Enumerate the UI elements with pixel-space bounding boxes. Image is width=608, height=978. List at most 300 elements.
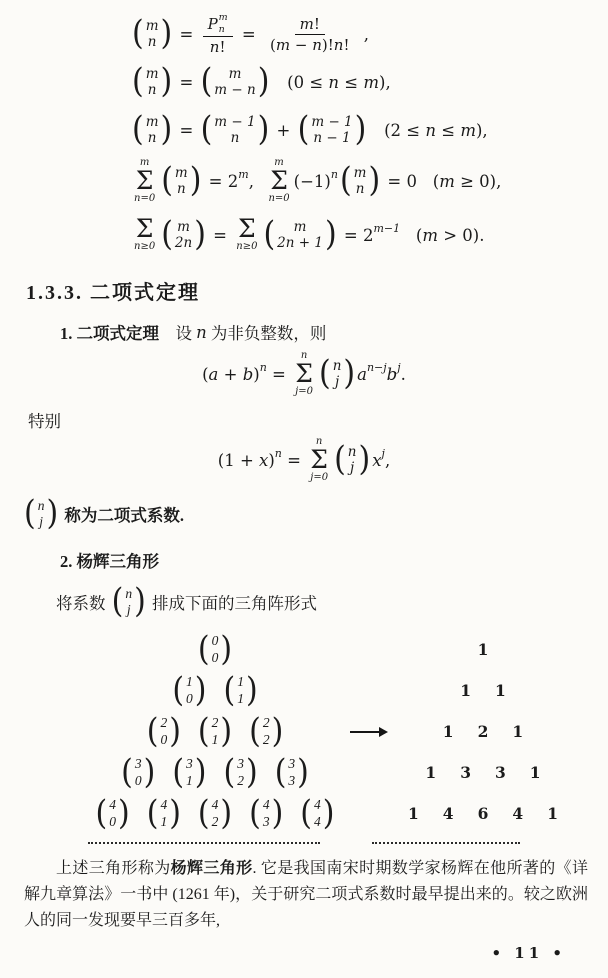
left-paren: ( (161, 160, 173, 201)
right-paren: ) (220, 629, 233, 669)
binomial-bottom: 0 (211, 649, 219, 665)
math-variable: n (328, 72, 340, 92)
binomial-top: m − 1 (311, 113, 353, 130)
letter-with-scripts (208, 12, 228, 36)
history-paragraph (24, 856, 588, 934)
math-text: = (174, 120, 199, 140)
math-text: ( (270, 35, 276, 54)
math-variable: a (208, 364, 219, 384)
summation (295, 350, 313, 399)
math-text: > 0). (437, 225, 485, 245)
number-triangle-row (390, 793, 576, 834)
math-text: ! (343, 35, 350, 54)
binomial-entries (173, 165, 190, 197)
pascal-number: 1 (425, 763, 437, 782)
sum-upper-limit: m (274, 156, 284, 168)
binomial-entries (212, 66, 257, 98)
math-variable: a (357, 364, 367, 384)
binomial-entries (286, 756, 297, 788)
fraction (265, 15, 354, 54)
binomial-coefficient (200, 109, 270, 150)
math-variable: m (299, 14, 314, 33)
left-paren: ( (132, 61, 144, 102)
history-bold-term: 杨辉三角形 (170, 860, 253, 877)
binomial-top: 4 (211, 797, 219, 813)
math-text: = 0 ( (382, 171, 440, 191)
numerator (295, 15, 325, 35)
binomial-bottom: n (147, 82, 157, 98)
binomial-top: 3 (186, 756, 193, 772)
left-paren: ( (223, 670, 236, 710)
left-paren: ( (263, 214, 276, 255)
summation (134, 157, 155, 206)
bold-text: 1. 二项式定理 (60, 324, 159, 343)
binomial-top: n (125, 585, 133, 601)
left-paren: ( (95, 793, 108, 833)
math-text: ( (400, 225, 423, 245)
math-text: = (174, 72, 199, 92)
binom-triangle-row (84, 711, 346, 752)
binomial-coefficient (200, 61, 270, 102)
binomial-bottom: n (355, 181, 365, 197)
right-paren: ) (322, 793, 335, 833)
right-paren: ) (169, 793, 181, 833)
dotted-separator-gap (320, 842, 372, 844)
binomial-top: n (37, 497, 45, 513)
binomial-entries (158, 715, 169, 747)
pascal-number: 4 (512, 804, 524, 823)
math-text: = (207, 225, 233, 245)
left-paren: ( (161, 214, 173, 255)
binomial-bottom: 1 (160, 813, 168, 829)
number-triangle-row (390, 629, 576, 670)
left-paren: ( (197, 711, 210, 751)
binomial-entries (184, 674, 195, 706)
right-paren: ) (358, 439, 371, 480)
binomial-coefficient (197, 711, 233, 751)
pascal-number: 3 (495, 763, 506, 782)
history-pre: 上述三角形称为 (56, 860, 171, 877)
binomial-coefficient (223, 670, 258, 710)
binomial-entries (261, 797, 272, 829)
subsection-1-intro-line (0, 317, 608, 347)
binomial-bottom: 2n (174, 235, 193, 251)
formula-symmetry (0, 58, 608, 106)
binomial-top: 4 (314, 797, 321, 813)
right-paren: ) (46, 493, 59, 534)
binomial-entries (261, 715, 272, 747)
binomial-top: 4 (262, 797, 270, 813)
sum-lower-limit: n=0 (268, 192, 290, 204)
sum-upper-limit: n (300, 349, 308, 361)
pascal-number: 1 (477, 640, 489, 659)
right-paren: ) (324, 214, 337, 255)
right-paren: ) (134, 581, 146, 622)
binomial-entries (144, 66, 161, 98)
formula-sum-identities (0, 154, 608, 208)
binomial-bottom: 1 (211, 731, 219, 747)
binomial-entries (144, 114, 161, 146)
binomial-coefficient (172, 752, 207, 792)
left-paren: ( (24, 493, 36, 534)
pascal-number: 2 (477, 722, 489, 741)
right-paren: ) (189, 160, 202, 201)
math-text: ≤ (436, 120, 461, 140)
left-paren: ( (121, 752, 133, 792)
formula-even-odd-sums (0, 208, 608, 262)
right-paren: ) (354, 109, 367, 150)
left-paren: ( (197, 629, 210, 669)
math-variable: n (425, 120, 437, 140)
math-variable: m (460, 120, 476, 140)
binomial-entries (210, 797, 221, 829)
math-variable: x (259, 450, 269, 470)
left-paren: ( (249, 793, 261, 833)
right-paren: ) (368, 160, 381, 201)
triangle-gap (346, 670, 390, 711)
left-paren: ( (297, 109, 310, 150)
binomial-bottom: j (126, 602, 131, 617)
right-paren: ) (160, 13, 173, 54)
superscript: j (397, 360, 401, 374)
denominator (205, 37, 231, 56)
binomial-bottom: j (334, 374, 340, 390)
summation (268, 157, 289, 206)
left-paren: ( (300, 793, 312, 833)
sum-lower-limit: j=0 (295, 385, 313, 397)
binomial-top: 0 (211, 633, 219, 649)
binomial-top: 2 (262, 715, 270, 731)
binomial-top: n (332, 357, 342, 374)
binomial-top: 4 (109, 797, 116, 813)
right-paren: ) (220, 711, 233, 751)
summation (236, 213, 258, 253)
superscript: n (259, 360, 267, 374)
binomial-bottom: 2 (237, 772, 244, 788)
binomial-coefficient (172, 670, 207, 710)
math-text: , (358, 24, 369, 44)
page-number: • 11 • (491, 943, 566, 962)
right-paren: ) (245, 752, 258, 792)
math-text: , (248, 171, 265, 191)
right-paren: ) (160, 109, 173, 150)
binomial-entries (36, 498, 47, 530)
math-variable: m (439, 171, 455, 191)
binomial-top: m (228, 65, 242, 82)
left-paren: ( (200, 109, 213, 150)
binomial-entries (210, 715, 221, 747)
math-variable: b (242, 364, 254, 384)
pascal-number: 6 (477, 804, 489, 823)
binomial-bottom: 3 (262, 813, 270, 829)
binomial-coefficient (334, 439, 371, 480)
sigma-symbol: Σ (238, 213, 256, 243)
math-text: = (266, 364, 292, 384)
formula-pascal-recurrence (0, 106, 608, 154)
binomial-coefficient (161, 214, 206, 255)
binomial-coefficient (300, 793, 335, 833)
superscript: n−j (366, 360, 387, 374)
binomial-coefficient (274, 752, 309, 792)
binomial-entries (352, 165, 369, 197)
binomial-bottom: 2 (262, 731, 270, 747)
binomial-bottom: 1 (186, 772, 193, 788)
binomial-top: m (293, 218, 307, 235)
binomial-coefficient (223, 752, 258, 792)
triangle-gap (346, 629, 390, 670)
left-paren: ( (111, 581, 124, 622)
math-text: = (174, 24, 199, 44)
left-paren: ( (200, 61, 213, 102)
binomial-top: 3 (237, 756, 244, 772)
left-paren: ( (339, 160, 352, 201)
summation (310, 436, 328, 485)
math-variable: m (363, 72, 380, 92)
binomial-top: m (177, 218, 190, 235)
pascal-number: 1 (408, 804, 419, 823)
sigma-symbol: Σ (310, 445, 328, 475)
math-text: ( (202, 364, 209, 384)
binomial-entries (312, 797, 323, 829)
math-text: , (384, 450, 391, 470)
math-text: 将系数 (56, 594, 110, 613)
binom-triangle-row (84, 670, 346, 711)
binomial-entries (144, 18, 161, 50)
right-paren: ) (297, 752, 309, 792)
binomial-bottom: 0 (160, 731, 168, 747)
binomial-bottom: n (147, 34, 157, 50)
ellipsis-row (88, 842, 608, 844)
formula-binomial-definition (0, 10, 608, 58)
left-paren: ( (318, 353, 331, 394)
right-paren: ) (245, 670, 258, 710)
section-heading: 1.3.3. 二项式定理 (26, 282, 200, 304)
superscript: m−1 (373, 221, 401, 235)
binom-triangle-row (84, 629, 346, 670)
dotted-separator-right (372, 842, 520, 844)
binomial-bottom: 0 (109, 813, 116, 829)
left-paren: ( (146, 711, 159, 751)
binomial-bottom: 1 (237, 690, 244, 706)
arrange-coefficients-line (0, 579, 608, 625)
number-triangle-row (390, 752, 576, 793)
right-paren: ) (343, 353, 356, 394)
superscript: m (238, 167, 249, 181)
sum-lower-limit: n=0 (134, 192, 156, 204)
sigma-symbol: Σ (295, 359, 313, 389)
math-text: − (290, 35, 313, 54)
math-text: ! (313, 14, 320, 33)
binomial-coefficient (161, 160, 202, 201)
pascal-number: 1 (512, 722, 524, 741)
pascal-number: 1 (547, 804, 558, 823)
binomial-coefficient (249, 711, 284, 751)
right-paren: ) (194, 670, 207, 710)
sum-lower-limit: n≥0 (134, 240, 156, 252)
math-variable: b (386, 364, 398, 384)
binomial-coefficient (111, 581, 146, 622)
binomial-coefficient (339, 160, 381, 201)
binomial-entries (346, 444, 359, 476)
binomial-bottom: n (230, 130, 240, 146)
math-variable: n (333, 35, 344, 54)
triangle-gap (346, 752, 390, 793)
number-triangle-row (390, 711, 576, 752)
binomial-entries (107, 797, 118, 829)
math-text: ≤ (339, 72, 364, 92)
right-paren: ) (194, 752, 207, 792)
binomial-coefficient (24, 493, 59, 534)
subsection-2-heading: 2. 杨辉三角形 (60, 552, 159, 571)
math-text: 为非负整数，则 (206, 324, 327, 343)
binomial-bottom: j (39, 514, 43, 529)
left-paren: ( (223, 752, 236, 792)
left-paren: ( (146, 793, 159, 833)
binomial-coefficient (132, 13, 173, 54)
script-sup: m (218, 11, 228, 23)
special-case-label: 特别 (28, 412, 61, 431)
bold-text: 称为二项式系数. (60, 506, 184, 525)
binomial-entries (173, 219, 194, 251)
binomial-bottom: 0 (134, 772, 142, 788)
binomial-coefficient (318, 353, 356, 394)
math-text: (−1) (293, 171, 331, 191)
math-text: ≥ 0), (454, 171, 502, 191)
pascal-number: 1 (442, 722, 454, 741)
binomial-bottom: 2 (211, 813, 219, 829)
right-paren: ) (257, 61, 270, 102)
binomial-coefficient (197, 629, 233, 669)
binom-triangle-row (84, 752, 346, 793)
binom-triangle-row (84, 793, 346, 834)
binomial-bottom: n (147, 130, 157, 146)
binomial-bottom: 2n + 1 (277, 235, 323, 251)
binomial-top: 3 (288, 756, 296, 772)
binomial-coefficient (197, 793, 233, 833)
maps-to-arrow-icon (350, 731, 386, 733)
math-text: ) (253, 364, 260, 384)
binomial-entries (123, 586, 134, 618)
math-text: (0 ≤ (271, 72, 329, 92)
math-text: 排成下面的三角阵形式 (147, 594, 317, 613)
binomial-top: 1 (186, 674, 193, 690)
math-text: ), (476, 120, 488, 140)
denominator (265, 35, 354, 54)
math-variable: m (422, 225, 438, 245)
triangle-gap (346, 711, 390, 752)
right-paren: ) (160, 61, 173, 102)
math-text: . (400, 364, 406, 384)
math-text: = (281, 450, 307, 470)
sigma-symbol: Σ (135, 166, 154, 196)
dotted-separator-left (88, 842, 320, 844)
right-paren: ) (194, 214, 206, 255)
binomial-coefficient (132, 109, 173, 150)
sigma-symbol: Σ (135, 213, 154, 243)
formula-binomial-theorem (0, 347, 608, 401)
math-text: + (271, 120, 296, 140)
left-paren: ( (132, 109, 144, 150)
numerator (203, 12, 233, 38)
number-triangle-row (390, 670, 576, 711)
combinatorial-identities (0, 0, 608, 262)
binomial-top: m (174, 164, 188, 181)
sum-lower-limit: n≥0 (236, 240, 258, 252)
binomial-entries (275, 219, 325, 251)
binomial-entries (309, 114, 354, 146)
sum-upper-limit: m (139, 156, 150, 168)
script-sub: n (218, 23, 225, 35)
right-paren: ) (143, 752, 156, 792)
binomial-coefficient (121, 752, 156, 792)
left-paren: ( (172, 670, 185, 710)
left-paren: ( (274, 752, 287, 792)
left-paren: ( (249, 711, 261, 751)
math-text: = 2 (338, 225, 374, 245)
binomial-entries (158, 797, 169, 829)
pascal-number: 3 (460, 763, 471, 782)
binomial-coefficient (132, 61, 173, 102)
math-text: + (218, 364, 243, 384)
binomial-coefficient (146, 711, 181, 751)
binomial-bottom: n − 1 (313, 130, 351, 146)
binomial-top: m (145, 17, 159, 34)
binomial-top: 2 (160, 715, 168, 731)
binomial-coefficient-note (0, 491, 608, 537)
math-text: (2 ≤ (368, 120, 426, 140)
binomial-bottom: 0 (186, 690, 193, 706)
left-paren: ( (172, 752, 185, 792)
superscript: j (381, 446, 385, 460)
superscript: n (330, 167, 338, 181)
pascal-number: 4 (442, 804, 454, 823)
binomial-top: 3 (134, 756, 142, 772)
binomial-entries (210, 633, 221, 665)
math-text: ! (219, 38, 226, 57)
binomial-top: n (347, 443, 357, 460)
scripts (219, 12, 228, 36)
binomial-top: 4 (160, 797, 168, 813)
math-variable: m (275, 35, 291, 54)
binomial-entries (331, 358, 344, 390)
triangle-gap (346, 793, 390, 834)
binomial-top: m (145, 65, 159, 82)
math-text: = 2 (203, 171, 239, 191)
binomial-bottom: 3 (288, 772, 296, 788)
binomial-entries (235, 674, 246, 706)
base-letter: P (207, 14, 218, 33)
binomial-bottom: m − n (214, 82, 256, 98)
binomial-coefficient (95, 793, 130, 833)
binomial-top: m − 1 (214, 113, 256, 130)
binomial-top: m (145, 113, 159, 130)
binomial-entries (133, 756, 144, 788)
pascal-number: 1 (495, 681, 506, 700)
summation (134, 213, 156, 253)
binomial-entries (184, 756, 195, 788)
math-text: ), (379, 72, 391, 92)
right-paren: ) (257, 109, 270, 150)
math-variable: n (209, 38, 220, 57)
right-paren: ) (118, 793, 130, 833)
left-paren: ( (197, 793, 210, 833)
binomial-coefficient (249, 793, 284, 833)
formula-one-plus-x (0, 433, 608, 487)
right-paren: ) (271, 711, 284, 751)
math-variable: x (372, 450, 382, 470)
right-paren: ) (220, 793, 233, 833)
binomial-entries (212, 114, 257, 146)
